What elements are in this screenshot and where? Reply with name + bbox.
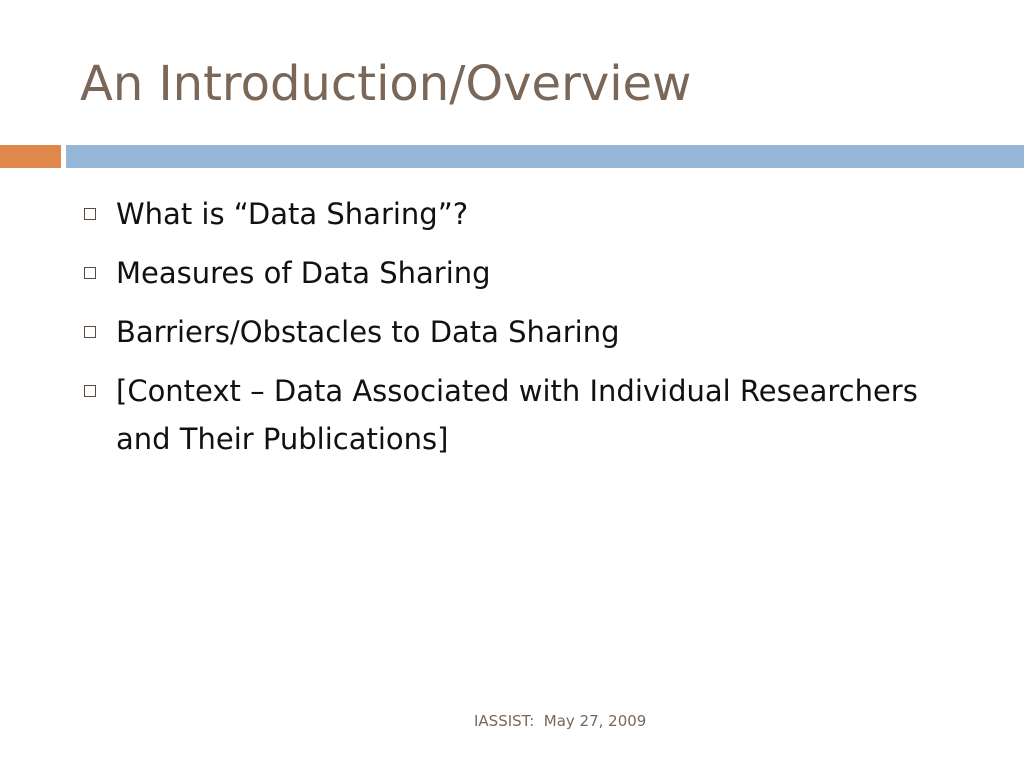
square-bullet-icon [84, 326, 96, 338]
bullet-text: Measures of Data Sharing [116, 256, 491, 290]
square-bullet-icon [84, 385, 96, 397]
bullet-item [82, 249, 962, 297]
footer-text: IASSIST: May 27, 2009 [474, 712, 647, 730]
bullet-text: [Context – Data Associated with Individual Researchers and Their Publications] [116, 374, 918, 456]
title-underline-bar [66, 145, 1024, 168]
bullet-item [82, 308, 962, 356]
bullet-item [82, 367, 962, 463]
accent-bar [0, 145, 61, 168]
square-bullet-icon [84, 267, 96, 279]
bullet-list [82, 190, 962, 474]
bullet-text: What is “Data Sharing”? [116, 197, 469, 231]
slide-title: An Introduction/Overview [80, 56, 692, 112]
bullet-text: Barriers/Obstacles to Data Sharing [116, 315, 620, 349]
square-bullet-icon [84, 208, 96, 220]
bullet-item [82, 190, 962, 238]
